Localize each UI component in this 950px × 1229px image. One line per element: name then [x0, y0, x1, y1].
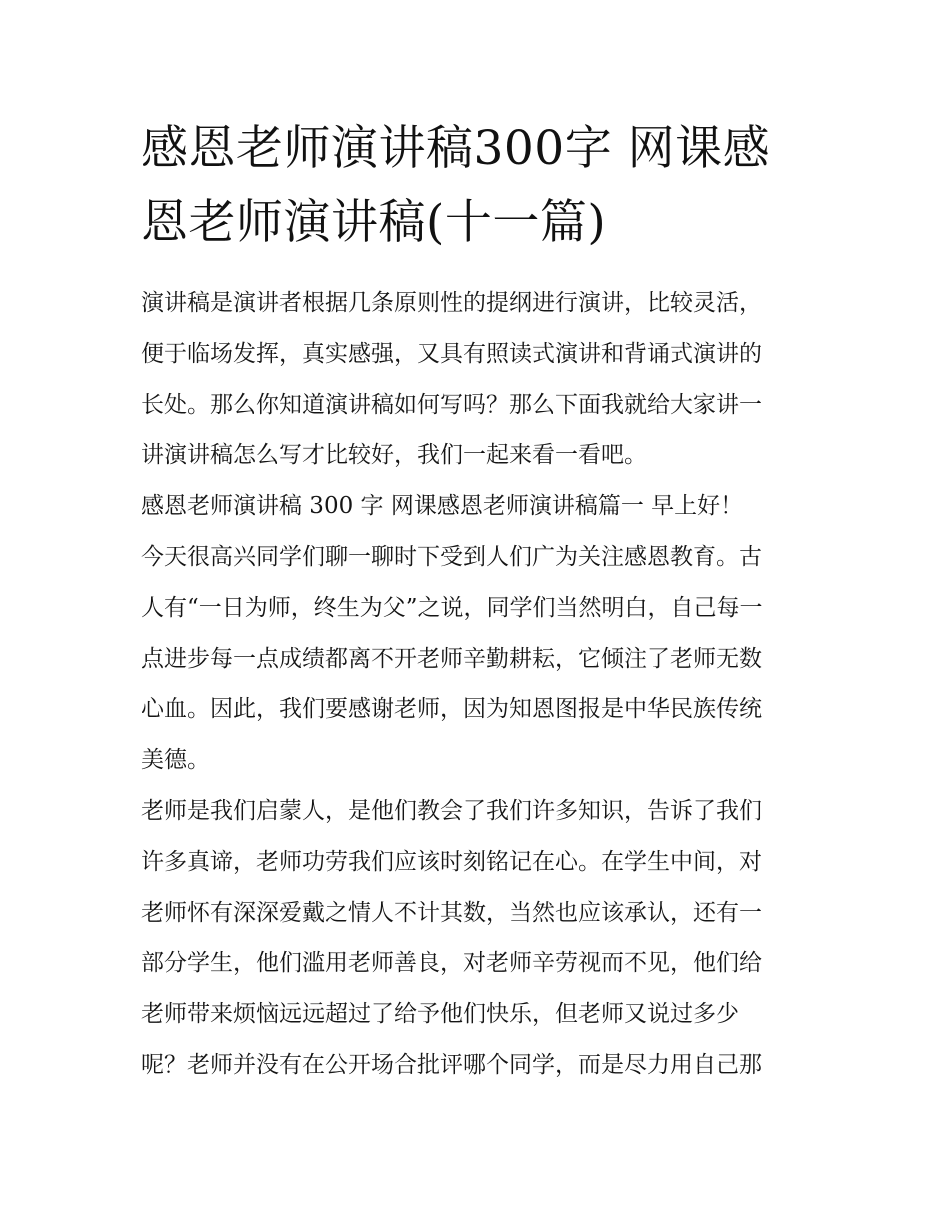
body-line: 呢？老师并没有在公开场合批评哪个同学，而是尽力用自己那 — [141, 1051, 762, 1078]
document-title — [141, 112, 821, 260]
body-line: 美德。 — [141, 747, 210, 774]
body-line: 讲演讲稿怎么写才比较好，我们一起来看一看吧。 — [141, 442, 647, 469]
body-line: 今天很高兴同学们聊一聊时下受到人们广为关注感恩教育。古 — [141, 543, 762, 570]
body-line: 演讲稿是演讲者根据几条原则性的提纲进行演讲，比较灵活， — [141, 290, 762, 316]
body-line: 部分学生，他们滥用老师善良，对老师辛劳视而不见，他们给 — [141, 950, 762, 977]
body-line: 老师是我们启蒙人，是他们教会了我们许多知识，告诉了我们 — [141, 797, 762, 824]
title-line: 感恩老师演讲稿300字 网课感 — [141, 121, 771, 176]
body-line: 感恩老师演讲稿 300 字 网课感恩老师演讲稿篇一 早上好！ — [141, 493, 744, 520]
body-line: 老师带来烦恼远远超过了给予他们快乐，但老师又说过多少 — [141, 1001, 739, 1028]
body-line: 点进步每一点成绩都离不开老师辛勤耕耘，它倾注了老师无数 — [141, 645, 762, 672]
document-body — [141, 278, 821, 1091]
body-line: 便于临场发挥，真实感强，又具有照读式演讲和背诵式演讲的 — [141, 340, 762, 367]
body-line: 长处。那么你知道演讲稿如何写吗？那么下面我就给大家讲一 — [141, 391, 762, 418]
body-line: 人有“一日为师，终生为父”之说，同学们当然明白，自己每一 — [141, 594, 763, 621]
title-line: 恩老师演讲稿(十一篇) — [141, 195, 607, 250]
body-line: 老师怀有深深爱戴之情人不计其数，当然也应该承认，还有一 — [141, 899, 762, 926]
body-line: 许多真谛，老师功劳我们应该时刻铭记在心。在学生中间，对 — [141, 848, 762, 875]
body-line: 心血。因此，我们要感谢老师，因为知恩图报是中华民族传统 — [141, 696, 762, 723]
